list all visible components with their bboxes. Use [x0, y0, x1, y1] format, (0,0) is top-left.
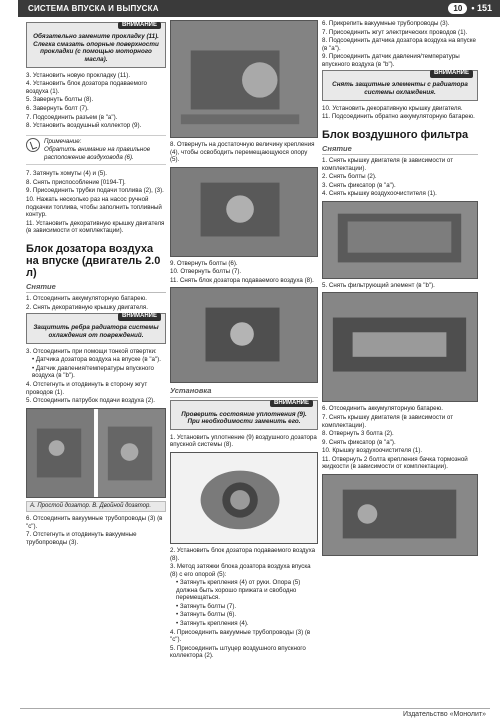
- step: 5. Присоединить штуцер воздушного впускного коллектора (2).: [170, 644, 306, 660]
- warning-tag: ВНИМАНИЕ: [118, 313, 161, 320]
- subheading-install: Установка: [170, 386, 318, 397]
- step: 2. Снять декоративную крышку двигателя.: [26, 303, 148, 311]
- pencil-icon: [26, 138, 40, 152]
- bullet: • Датчик давления/температуры впускного воздуха (в "b").: [32, 364, 154, 380]
- subheading-removal: Снятие: [26, 282, 166, 293]
- step: 11. Установить декоративную крышку двигателя (в зависимости от комплектации).: [26, 219, 165, 235]
- step: 9. Присоединить трубки подачи топлива (2), (3).: [26, 187, 164, 195]
- step: 7. Снять крышку двигателя (в зависимости от комплектации).: [322, 414, 454, 429]
- step: 7. Отстегнуть и отодвинуть вакуумные трубопроводы (3).: [26, 531, 137, 546]
- subheading-removal: Снятие: [322, 144, 478, 155]
- bullet: • Затянуть крепления (4) от руки. Опора (5) должна быть хорошо прижата и свободно перемещаться.: [176, 579, 301, 602]
- step: 6. Завернуть болт (7).: [26, 104, 89, 112]
- step: 1. Отсоединить аккумуляторную батарею.: [26, 295, 147, 303]
- air-filter-photo: [322, 292, 478, 402]
- warning-text: Обязательно замените прокладку (11). Слегка смазать опорные поверхности прокладки (с помощью моторного масла).: [33, 33, 159, 64]
- step: 4. Снять крышку воздухоочистителя (1).: [322, 190, 437, 198]
- chapter-badge: 10: [448, 3, 467, 14]
- warning-box: [26, 22, 166, 68]
- warning-box: [322, 70, 478, 100]
- step: 3. Метод затяжки блока дозатора воздуха впуска (8) с его опорой (5):: [170, 563, 311, 578]
- step: 5. Отсоединить патрубок подачи воздуха (2).: [26, 397, 155, 405]
- footer-rule: [20, 708, 490, 709]
- section-heading: Блок дозатора воздуха на впуске (двигатель 2.0 л): [26, 242, 161, 279]
- engine-photo: [26, 408, 166, 498]
- step: 9. Снять фиксатор (в "а").: [322, 438, 396, 446]
- step: 4. Присоединить вакуумные трубопроводы (3) (в "c").: [170, 628, 311, 644]
- column-3: [322, 20, 478, 559]
- brake-reservoir-photo: [322, 474, 478, 556]
- step: 4. Установить блок дозатора подаваемого воздуха (1).: [26, 80, 147, 95]
- air-filter-photo: [322, 201, 478, 279]
- step: 2. Снять болты (2).: [322, 173, 377, 181]
- step: 11. Снять блок дозатора подаваемого воздуха (8).: [170, 276, 314, 284]
- engine-photo: [170, 287, 318, 383]
- step: 2. Установить блок дозатора подаваемого воздуха (8).: [170, 546, 316, 562]
- step: 6. Отсоединить вакуумные трубопроводы (3) (в "c").: [26, 514, 163, 530]
- warning-tag: ВНИМАНИЕ: [270, 400, 313, 407]
- step: 6. Прикрепить вакуумные трубопроводы (3).: [322, 20, 450, 27]
- step: 3. Установить новую прокладку (11).: [26, 71, 131, 79]
- bullet: • Затянуть болты (7).: [176, 602, 237, 610]
- step: 8. Снять приспособление [0194-T].: [26, 178, 126, 186]
- step: 7. Подсоединить разъем (в "а").: [26, 113, 118, 121]
- step: 10. Крышку воздухоочистителя (1).: [322, 447, 423, 455]
- warning-box: [26, 313, 166, 343]
- bullet: • Датчика дозатора воздуха на впуске (в "а").: [32, 356, 161, 364]
- step: 7. Затянуть хомуты (4) и (5).: [26, 170, 108, 178]
- warning-tag: ВНИМАНИЕ: [430, 70, 473, 77]
- section-title: СИСТЕМА ВПУСКА И ВЫПУСКА: [28, 3, 159, 13]
- step: 5. Завернуть болты (8).: [26, 96, 94, 104]
- warning-text: Проверить состояние уплотнения (9). При необходимости заменить его.: [181, 410, 307, 426]
- section-heading: Блок воздушного фильтра: [322, 128, 469, 141]
- engine-photo: [170, 167, 318, 257]
- bullet: • Затянуть болты (6).: [176, 611, 237, 619]
- step: 9. Отвернуть болты (6).: [170, 259, 238, 267]
- warning-box: [170, 400, 318, 430]
- page-number: [448, 3, 492, 14]
- warning-tag: ВНИМАНИЕ: [118, 22, 161, 29]
- warning-text: Защитить ребра радиатора системы охлаждения от повреждений.: [33, 324, 159, 340]
- remark-text: Обратить внимание на правильное расположение воздуховода (6).: [44, 146, 151, 161]
- step: 8. Установить воздушный коллектор (9).: [26, 122, 142, 130]
- step: 11. Отвернуть 2 болта крепления бачка тормозной жидкости (в зависимости от комплектации).: [322, 455, 468, 471]
- page-footer: [18, 706, 500, 725]
- step: 9. Присоединить датчик давления/температуры впускного воздуха (в "b").: [322, 53, 460, 68]
- throttle-body-photo: [170, 452, 318, 544]
- step: 8. Подсоединить датчика дозатора воздуха на впуске (в "а").: [322, 37, 476, 52]
- step: 7. Присоединить жгут электрических проводов (1).: [322, 28, 468, 36]
- bullet: • Затянуть крепления (4).: [176, 620, 249, 628]
- step: 10. Отвернуть болты (7).: [170, 268, 242, 276]
- step: 1. Снять крышку двигателя (в зависимости от комплектации).: [322, 157, 454, 172]
- step: 8. Отвернуть на достаточную величину крепления (4), чтобы освободить перемещающуюся опору (5).: [170, 141, 315, 164]
- column-1: [26, 20, 166, 547]
- remark-title: Примечание:: [44, 137, 82, 145]
- column-2: [170, 20, 318, 661]
- step: 5. Снять фильтрующий элемент (в "b").: [322, 281, 435, 289]
- step: 3. Снять фиксатор (в "а").: [322, 181, 396, 189]
- figure-caption: A. Простой дозатор. B. Двойной дозатор.: [26, 501, 166, 512]
- page-number-label: • 151: [471, 3, 492, 14]
- step: 10. Установить декоративную крышку двигателя.: [322, 104, 463, 112]
- step: 1. Установить уплотнение (9) воздушного дозатора впускной системы (8).: [170, 433, 317, 449]
- step: 3. Отсоединить при помощи тонкой отвертки:: [26, 347, 157, 355]
- warning-text: Снять защитные элементы с радиатора системы охлаждения.: [332, 81, 468, 97]
- step: 11. Подсоединить обратно аккумуляторную батарею.: [322, 113, 475, 121]
- step: 6. Отсоединить аккумуляторную батарею.: [322, 405, 443, 413]
- page-header: [18, 0, 500, 17]
- step: 10. Нажать несколько раз на насос ручной подкачки топлива, чтобы заполнить топливный контур.: [26, 196, 162, 219]
- step: 8. Отвернуть 3 болта (2).: [322, 430, 394, 438]
- engine-photo: [170, 20, 318, 138]
- step: 4. Отстегнуть и отодвинуть в сторону жгут проводов (1).: [26, 380, 148, 396]
- remark-box: [26, 135, 166, 166]
- publisher-label: Издательство «Монолит»: [402, 711, 486, 719]
